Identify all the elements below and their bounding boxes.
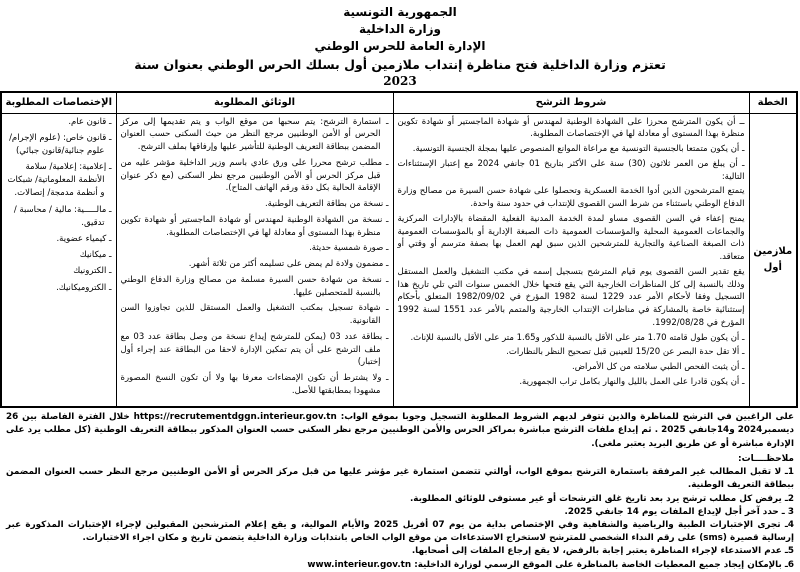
specialization-item: ـ كيمياء عضوية. — [56, 234, 112, 244]
specializations-cell — [1, 113, 116, 407]
document-item: ـ نسخة من شهادة حسن السيرة مسلمة من مصالح وزارة الدفاع الوطني بالنسبة للمتحصلين عليها. — [120, 274, 389, 298]
registration-url: https://recrutementdggn.interieur.gov.tn — [133, 412, 337, 423]
condition-item: ـ ألا تقل حدة البصر عن 15/20 للعينين قبل تصحيح النظر بالنظارات. — [506, 347, 745, 358]
registration-instructions — [6, 411, 794, 451]
table-row — [1, 113, 797, 407]
document-item: ـ بطاقة عدد 03 (يمكن للمترشح إيداع نسخة من وصل بطاقة عدد 03 مع ملف الترشح على أن يتم تمكين الإدارة لاحقا من البطاقة عند إجراء أول إختبار) — [120, 331, 389, 368]
condition-item: يقع تقدير السن القصوى يوم قيام المترشح بتسجيل إسمه في مكتب التشغيل والعمل المستقل وذلك بالنسبة إلى كل المناظرات الخارجية التي يقع فتحها خلال الخمس سنوات التي تلي تاريخ هذا التسجيل وفقا لأحكام الأمر عدد 1229 لسنة 1982 المؤرخ في 1982/09/02 المتعلق بأحكام إستثنائية خاصة بالمشاركة في مناظرات الإنتداب الخارجية والمتمم بالأمر عدد 1551 لسنة 1992 المؤرخ في 1992/08/28. — [397, 266, 745, 328]
document-item: ـ ولا يشترط أن تكون الإمضاءات معرفا بها ولا أن تكون النسخ المصورة مشهودا بمطابقتها للأصل. — [120, 373, 389, 396]
registration-text-before-url: على الراغبين في الترشح للمناظرة والذين تتوفر لديهم الشروط المطلوبة التسجيل وجوبا بموقع الواب: — [340, 412, 794, 423]
condition-item: ـ أن يكون طول قامته 1.70 متر على الأقل بالنسبة للذكور و1.65 متر على الأقل بالنسبة للإناث. — [410, 332, 745, 343]
position-cell: ملازمين أول — [749, 113, 797, 407]
specialization-item: ـ الكترونيك — [73, 266, 112, 277]
recruitment-table — [0, 91, 798, 409]
column-header-conditions: شروط الترشح — [393, 92, 749, 114]
column-header-position: الخطة — [749, 92, 797, 114]
specialization-item: ـ قانون عام. — [68, 116, 112, 127]
directorate-title: الإدارة العامة للحرس الوطني — [314, 39, 486, 53]
document-item: ـ شهادة تسجيل بمكتب التشغيل والعمل المستقل للذين تجاوزوا السن القانونية. — [120, 303, 389, 327]
condition-item: ـ أن يبلغ من العمر ثلاثون (30) سنة على الأكثر بتاريخ 01 جانفي 2024 مع إعتبار الإستثناءات التالية: — [397, 158, 745, 182]
condition-item: ـ أن يكون قادرا على العمل بالليل والنهار بكامل تراب الجمهورية. — [519, 376, 745, 387]
document-footer — [0, 408, 800, 572]
conditions-cell — [393, 113, 749, 407]
column-header-documents: الوثائق المطلوبة — [116, 92, 393, 114]
document-item: ـ مضمون ولادة لم يمض على تسليمه أكثر من ثلاثة أشهر. — [188, 259, 389, 270]
document-item: ـ صورة شمسية حديثة. — [309, 243, 389, 254]
specialization-item: ـ إعلامية: إعلامية/ سلامة الأنظمة المعلوماتية/ شبكات و أنظمة مدمجة/ إتصالات. — [7, 162, 112, 199]
document-item: ـ نسخة من بطاقة التعريف الوطنية. — [264, 199, 389, 210]
ministry-title: وزارة الداخلية — [358, 22, 442, 36]
document-item: ـ نسخة من الشهادة الوطنية لمهندس أو شهادة الماجستير أو شهادة تكوين منظرة بهذا المستوى أو معادلة لها في الإختصاصات المطلوبة. — [120, 214, 389, 238]
table-header-row — [1, 92, 797, 114]
document-header — [0, 0, 800, 89]
note-item: 3 ـ حدد آخر أجل لإيداع الملفات يوم 14 جانفي 2025. — [564, 506, 794, 517]
condition-item: ــ أن يكون المترشح محرزا على الشهادة الوطنية لمهندس أو شهادة الماجستير أو شهادة تكوين منظرة بهذا المستوى أو معادلة لها في الإختصاصات المطلوبة. — [397, 116, 745, 140]
notes-list — [6, 466, 794, 572]
condition-item: ـ أن يثبت الفحص الطبي سلامته من كل الأمراض. — [572, 362, 745, 373]
document-item: ـ مطلب ترشح محررا على ورق عادي باسم وزير الداخلية مؤشر عليه من قبل مركز الحرس أو الأمن الوطنيين مرجع نظر السكنى (مع ذكر عنوان الإقامة الحالية بكل دقة ورقم الهاتف المتاح). — [120, 157, 389, 194]
condition-item: ـ أن يكون متمتعا بالجنسية التونسية مع مراعاة الموانع المنصوص عليها بمجلة الجنسية التونسية. — [412, 144, 745, 155]
note-item: 6ـ بالإمكان إيجاد جميع المعطيات الخاصة بالمناظرة على الموقع الرسمي لوزارة الداخلية: www.interieur.gov.tn — [307, 559, 794, 570]
announcement-title: تعتزم وزارة الداخلية فتح مناظرة إنتداب ملازمين أول بسلك الحرس الوطني بعنوان سنة — [134, 57, 666, 72]
column-header-specializations: الإختصاصات المطلوبة — [1, 92, 116, 114]
specialization-item: ـ ميكانيك — [79, 250, 112, 261]
document-item: ـ استمارة الترشح: يتم سحبها من موقع الواب و يتم تقديمها إلى مركز الحرس أو الأمن الوطنيين مرجع النظر من حيث السكنى حسب العنوان المضمن ببطاقة التعريف الوطنية للتأشير عليها وإرفاقها بملف الترشح. — [120, 116, 389, 153]
documents-cell — [116, 113, 393, 407]
specialization-item: ـ مالـــــية: مالية / محاسبة / تدقيق. — [13, 204, 112, 228]
note-item: 4ـ تجرى الإختبارات الطبية والرياضية والشفاهية وفي الإختصاص بداية من يوم 07 أفريل 2025 والأيام الموالية، و يقع إعلام المترشحين المقبولين لإجراء الإختبارات المذكورة عبر إرسالية قصيرة (sms) على رقم النداء الشخصي للمترشح لاستخراج الاستدعاءات من موقع الواب الخاص بانتدابات وزارة الداخلية يتضمن تاريخ و مكان اجراء الاختبارات. — [6, 519, 795, 544]
note-item: 5ـ عدم الاستدعاء لإجراء المناظرة يعتبر إجابة بالرفض، لا يقع إرجاع الملفات إلى أصحابها. — [411, 546, 794, 557]
condition-item: يمنح إعفاء في السن القصوى مساو لمدة الخدمة المدنية الفعلية المقضاة بالإدارات المركزية والجماعات العمومية المحلية والمؤسسات العمومية ذات الصبغة الإدارية أو بالمؤسسات العمومية ذات الصبغة الصناعية والتجارية للمترشحين الذين سبق لهم العمل بها بصفة مترسم أو وقتي أو متعاقد. — [397, 213, 745, 263]
specialization-item: ـ قانون خاص: (علوم الإجرام/علوم جنائية/قانون جبائي) — [9, 132, 112, 156]
republic-title: الجمهورية التونسية — [343, 5, 457, 19]
notes-title: ملاحظــــات: — [738, 453, 794, 464]
note-item: 2ـ يرفض كل مطلب ترشح يرد بعد تاريخ غلق الترشحات أو غير مستوفى للوثائق المطلوبة. — [409, 493, 794, 504]
note-item: 1ـ لا تقبل المطالب غير المرفقة باستمارة الترشح بموقع الواب، أوالتي تتضمن استمارة غير مؤشر عليها من قبل مركز الحرس أو الأمن الوطنيين مرجع النظر حسب العنوان المضمن ببطاقة التعريف الوطنية. — [6, 467, 794, 491]
announcement-year: 2023 — [383, 73, 417, 88]
registration-text-after-url: خلال الفترة الفاصلة بين 26 ديسمبر2024 و14جانفي 2025 . ثم إيداع ملفات الترشح مباشرة بمراكز الحرس والأمن الوطنيين مرجع نظر السكنى حسب العنوان المذكور ببطاقة التعريف الوطنية (كل مطلب يرد على الإدارة مباشرة أو عن طريق البريد يعتبر ملغى). — [6, 412, 794, 449]
specialization-item: ـ الكتروميكانيك. — [56, 282, 112, 293]
condition-item: يتمتع المترشحون الذين أدوا الخدمة العسكرية وتحصلوا على شهادة حسن السيرة من مصالح وزارة الدفاع الوطني باستثناء من شرط السن القصوى للإنتداب في حدود سنة واحدة. — [397, 186, 745, 210]
